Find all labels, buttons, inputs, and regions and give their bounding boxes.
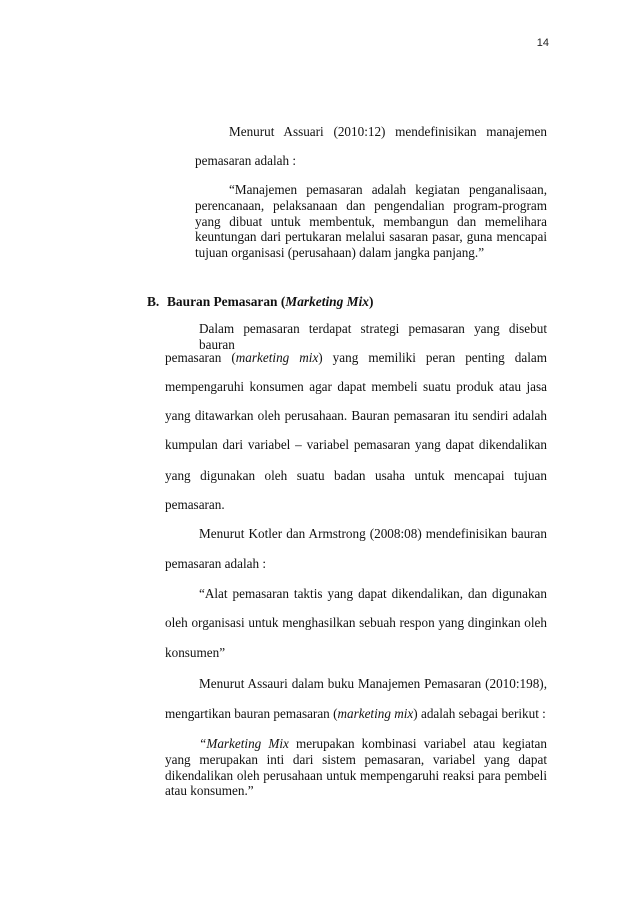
paragraph-line: pemasaran adalah : [165,556,267,571]
text-span: merupakan kombinasi variabel atau kegiatan yang merupakan inti dari sistem pemasaran, variabel yang dapat dikendalikan oleh perusahaan untuk mempengaruhi reaksi para pembeli atau konsumen.” [165,736,547,799]
italic-term: marketing mix [337,706,414,721]
section-heading [147,294,373,310]
paragraph-line [165,350,547,366]
block-quote-text [165,736,547,799]
block-quote-text: “Manajemen pemasaran adalah kegiatan penganalisaan, perencanaan, pelaksanaan dan pengendalian program-program yang dibuat untuk membentuk, membangun dan memelihara keuntungan dari pertukaran melalui sasaran pasar, guna mencapai tujuan organisasi (perusahaan) dalam jangka panjang.” [195,182,547,261]
paragraph-line: konsumen” [165,645,226,660]
paragraph-line: Menurut Kotler dan Armstrong (2008:08) mendefinisikan bauran [199,526,547,541]
paragraph-line: kumpulan dari variabel – variabel pemasaran yang dapat dikendalikan [165,437,547,452]
paragraph-line: yang digunakan oleh suatu badan usaha untuk mencapai tujuan [165,468,547,483]
paragraph-line: Menurut Assauri dalam buku Manajemen Pemasaran (2010:198), [199,676,547,691]
section-title-close: ) [369,294,374,309]
paragraph-line [165,706,546,722]
section-title: Bauran Pemasaran ( [167,294,286,309]
paragraph-line: yang ditawarkan oleh perusahaan. Bauran pemasaran itu sendiri adalah [165,408,547,423]
block-quote [195,182,547,261]
paragraph-line: pemasaran. [165,497,225,512]
text-span: mengartikan bauran pemasaran ( [165,706,338,721]
paragraph-line: oleh organisasi untuk menghasilkan sebuah respon yang dinginkan oleh [165,615,547,630]
block-quote [165,736,547,799]
paragraph-line: Dalam pemasaran terdapat strategi pemasaran yang disebut bauran [199,321,547,352]
section-letter: B. [147,294,160,309]
text-span: ) yang memiliki peran penting dalam [318,350,547,365]
paragraph-line: “Alat pemasaran taktis yang dapat dikendalikan, dan digunakan [199,586,547,601]
section-title-italic: Marketing Mix [285,294,369,309]
intro-line: Menurut Assuari (2010:12) mendefinisikan manajemen [229,124,547,139]
text-span: ) adalah sebagai berikut : [413,706,546,721]
paragraph-line: mempengaruhi konsumen agar dapat membeli suatu produk atau jasa [165,379,547,394]
text-span: pemasaran ( [165,350,236,365]
intro-line: pemasaran adalah : [195,153,297,168]
italic-term: “Marketing Mix [199,736,289,751]
page-number: 14 [536,37,549,49]
italic-term: marketing mix [235,350,319,365]
